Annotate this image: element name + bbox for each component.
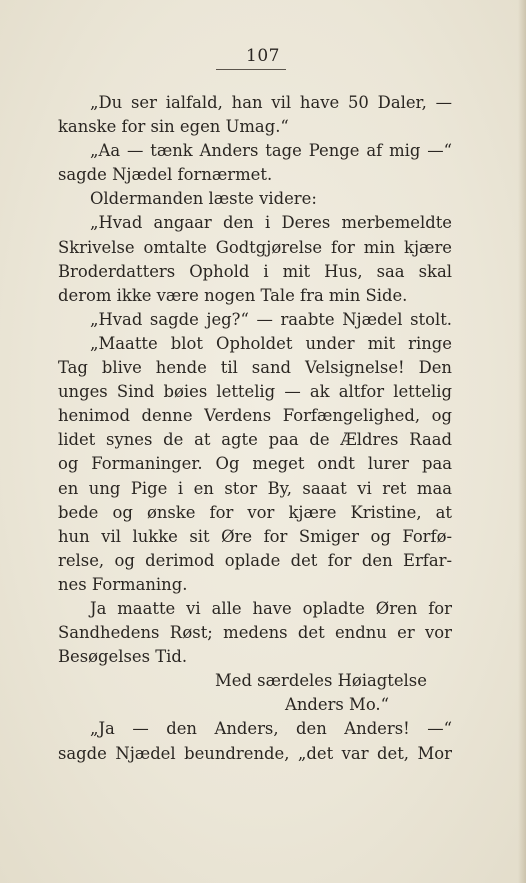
text-line: Tag blive hende til sand Velsignelse! Den	[58, 358, 452, 378]
text-line: lidet synes de at agte paa de Ældres Raad	[58, 430, 452, 450]
text-line: bede og ønske for vor kjære Kristine, at	[58, 502, 452, 522]
text-line: Sandhedens Røst; medens det endnu er vor	[58, 623, 452, 643]
page-number: 107	[246, 46, 280, 66]
body-text	[58, 91, 452, 766]
text-line: og Formaninger. Og meget ondt lurer paa	[58, 454, 452, 474]
letter-signature: Anders Mo.“	[285, 695, 389, 715]
text-line: sagde Njædel fornærmet.	[58, 165, 273, 185]
text-line: „Du ser ialfald, han vil have 50 Daler, —	[90, 93, 452, 112]
text-line: Ja maatte vi alle have opladte Øren for	[90, 598, 452, 618]
text-line: henimod denne Verdens Forfængelighed, og	[58, 406, 452, 426]
letter-closing: Med særdeles Høiagtelse	[215, 671, 427, 691]
text-line: „Aa — tænk Anders tage Penge af mig —“	[90, 141, 452, 161]
text-line: unges Sind bøies lettelig — ak altfor lettelig	[58, 382, 452, 402]
text-line: sagde Njædel beundrende, „det var det, Mor	[58, 743, 452, 763]
text-line: kanske for sin egen Umag.“	[58, 117, 289, 137]
text-line: „Hvad sagde jeg?“ — raabte Njædel stolt.	[90, 309, 452, 329]
text-line: en ung Pige i en stor By, saaat vi ret maa	[58, 478, 452, 498]
text-line: relse, og derimod oplade det for den Erfar-	[58, 550, 452, 570]
page-edge-shadow	[518, 0, 526, 883]
text-line: „Hvad angaar den i Deres merbemeldte	[90, 213, 452, 233]
text-line: hun vil lukke sit Øre for Smiger og Forfø-	[58, 526, 452, 546]
text-line: derom ikke være nogen Tale fra min Side.	[58, 285, 408, 305]
text-line: Broderdatters Ophold i mit Hus, saa skal	[58, 261, 452, 281]
text-line: nes Formaning.	[58, 574, 188, 594]
text-line: Oldermanden læste videre:	[90, 189, 317, 209]
text-line: Skrivelse omtalte Godtgjørelse for min kjære	[58, 237, 452, 257]
header-rule	[216, 69, 286, 70]
text-line: „Maatte blot Opholdet under mit ringe	[90, 333, 452, 353]
text-line: „Ja — den Anders, den Anders! —“	[90, 719, 452, 739]
text-line: Besøgelses Tid.	[58, 647, 188, 667]
